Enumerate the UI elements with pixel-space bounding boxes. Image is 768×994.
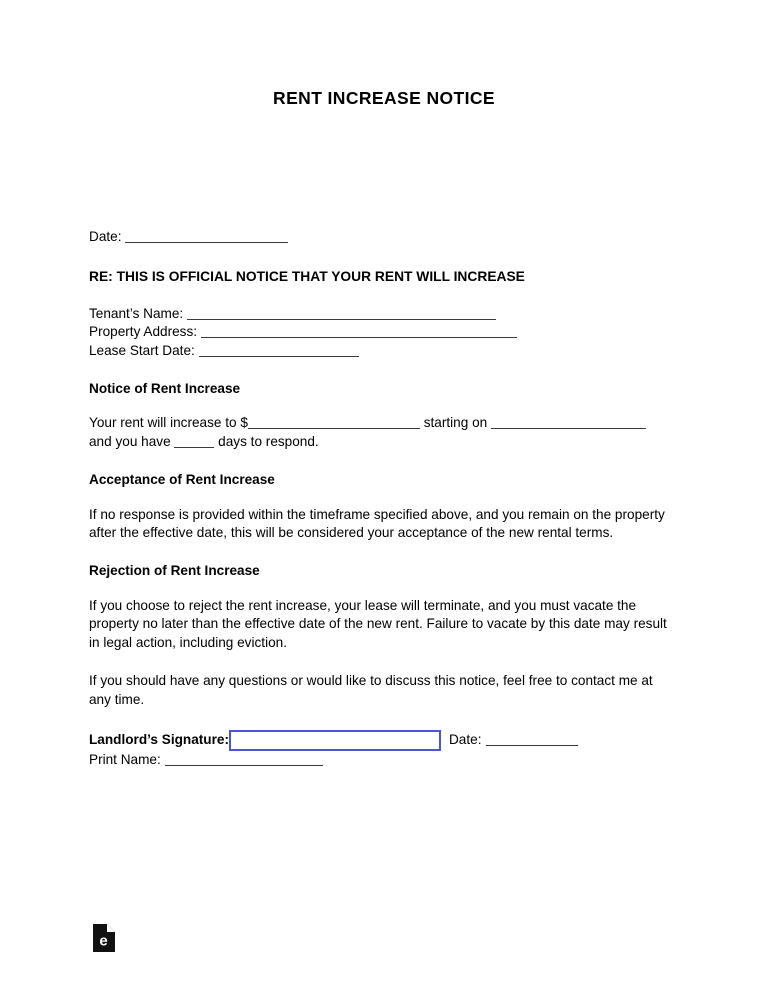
print-name-row — [89, 751, 677, 769]
date-field-row — [89, 228, 677, 246]
lease-start-date-label: Lease Start Date: — [89, 342, 195, 358]
rejection-paragraph: If you choose to reject the rent increase, your lease will terminate, and you must vacate the property no later than the effective date of the new rent. Failure to vacate by this date may result in legal action, including eviction. — [89, 597, 667, 650]
landlord-signature-label: Landlord’s Signature: — [89, 731, 229, 747]
notice-sentence — [89, 414, 677, 451]
section-heading-acceptance: Acceptance of Rent Increase — [89, 472, 275, 488]
property-address-label: Property Address: — [89, 324, 198, 340]
lease-start-date-blank-line[interactable] — [199, 344, 359, 357]
signature-date-label: Date: — [448, 731, 482, 747]
tenant-name-label: Tenant’s Name: — [89, 305, 184, 321]
notice-text-part-2: starting on — [419, 415, 491, 431]
document-file-icon — [93, 924, 115, 952]
acceptance-paragraph: If no response is provided within the timeframe specified above, and you remain on the property after the effective date, this will be considered your acceptance of the new rental terms. — [89, 506, 665, 541]
document-body — [89, 228, 677, 769]
landlord-signature-row — [89, 729, 677, 750]
logo-letter: e — [99, 932, 108, 950]
page-title: RENT INCREASE NOTICE — [273, 88, 495, 108]
re-notice-line: RE: THIS IS OFFICIAL NOTICE THAT YOUR RENT WILL INCREASE — [89, 269, 525, 285]
section-heading-notice: Notice of Rent Increase — [89, 381, 241, 397]
section-heading-rejection: Rejection of Rent Increase — [89, 563, 260, 579]
date-blank-line[interactable] — [125, 230, 288, 243]
date-label: Date: — [89, 229, 122, 244]
print-name-label: Print Name: — [89, 751, 161, 767]
closing-paragraph: If you should have any questions or would like to discuss this notice, feel free to contact me at any time. — [89, 673, 653, 707]
notice-text-part-1: Your rent will increase to $ — [89, 415, 248, 431]
eforms-logo — [93, 924, 115, 952]
notice-text-part-3: and you have — [89, 433, 175, 449]
notice-text-part-4: days to respond. — [214, 433, 319, 449]
signature-date-blank-line[interactable] — [486, 733, 578, 746]
property-address-row — [89, 323, 677, 341]
print-name-blank-line[interactable] — [165, 753, 323, 766]
start-date-blank-line[interactable] — [491, 416, 646, 429]
tenant-name-row — [89, 305, 677, 323]
days-to-respond-blank-line[interactable] — [174, 435, 214, 448]
lease-start-date-row — [89, 342, 677, 360]
property-address-blank-line[interactable] — [201, 325, 517, 338]
new-rent-amount-blank-line[interactable] — [248, 416, 420, 429]
tenant-name-blank-line[interactable] — [187, 307, 496, 320]
landlord-signature-input[interactable] — [229, 730, 441, 751]
